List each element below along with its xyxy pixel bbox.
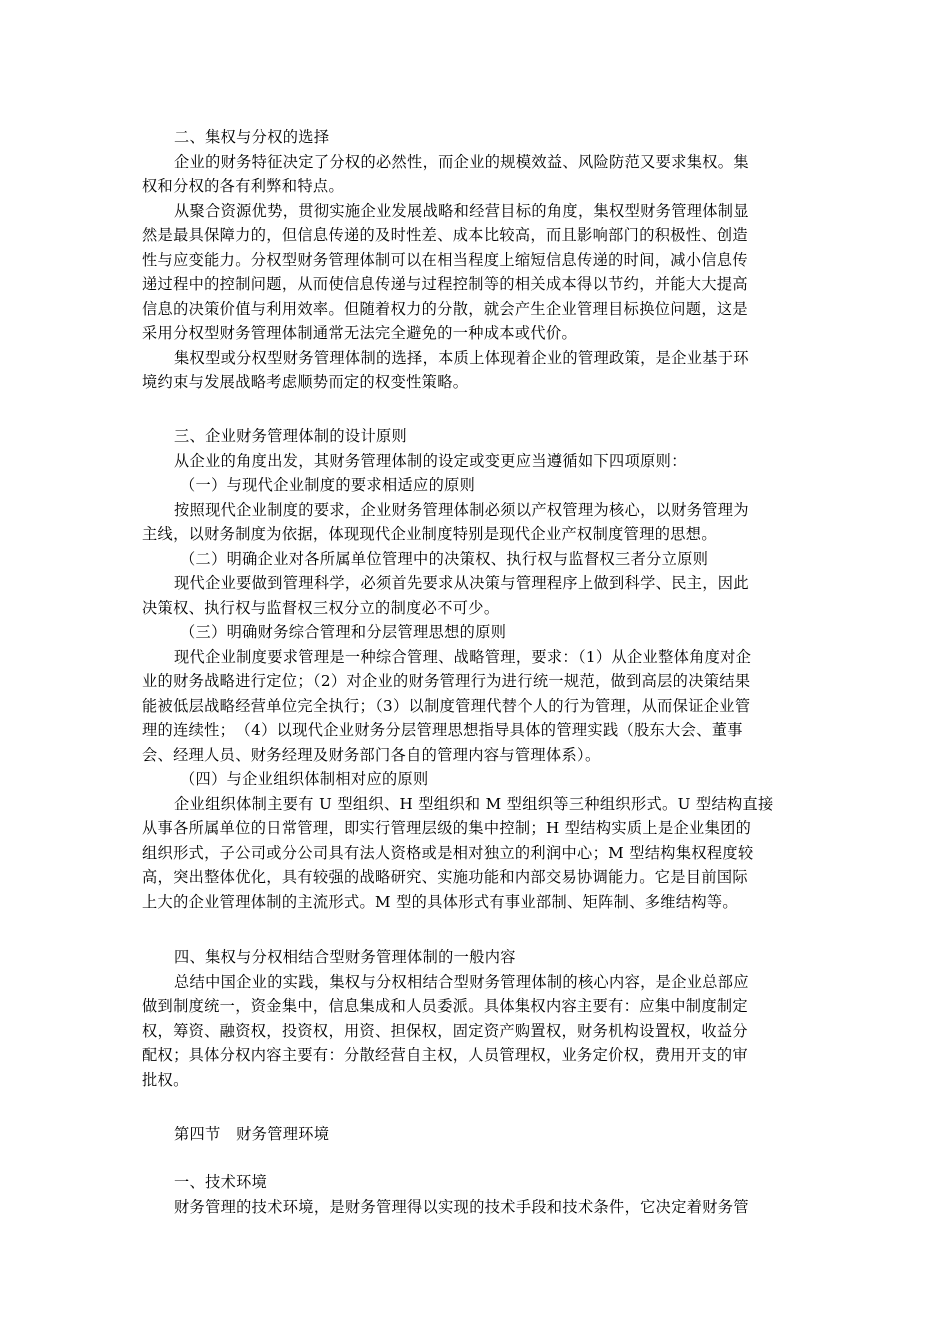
paragraph-line: 境约束与发展战略考虑顺势而定的权变性策略。	[142, 373, 469, 391]
paragraph-line: 做到制度统一，资金集中，信息集成和人员委派。具体集权内容主要有：应集中制度制定	[142, 997, 748, 1015]
paragraph-line: 递过程中的控制问题，从而使信息传递与过程控制等的相关成本得以节约，并能大大提高	[142, 275, 748, 293]
paragraph-line: 配权；具体分权内容主要有：分散经营自主权，人员管理权，业务定价权，费用开支的审	[142, 1046, 748, 1064]
section-principles	[142, 424, 810, 914]
chapter-title: 第四节 财务管理环境	[174, 1125, 330, 1143]
paragraph-line: 性与应变能力。分权型财务管理体制可以在相当程度上缩短信息传递的时间，减小信息传	[142, 250, 748, 269]
paragraph-line: 现代企业制度要求管理是一种综合管理、战略管理，要求：（1）从企业整体角度对企	[174, 647, 752, 666]
paragraph-line: 信息的决策价值与利用效率。但随着权力的分散，就会产生企业管理目标换位问题，这是	[142, 299, 748, 318]
paragraph-line: 理的连续性； （4）以现代企业财务分层管理思想指导具体的管理实践（股东大会、董事	[142, 721, 743, 739]
paragraph-line: 然是最具保障力的，但信息传递的及时性差、成本比较高，而且影响部门的积极性、创造	[142, 226, 748, 244]
subsection-title: （四）与企业组织体制相对应的原则	[180, 770, 429, 788]
paragraph-line: 现代企业要做到管理科学，必须首先要求从决策与管理程序上做到科学、民主，因此	[174, 574, 749, 592]
paragraph-line: 财务管理的技术环境，是财务管理得以实现的技术手段和技术条件，它决定着财务管	[174, 1197, 749, 1216]
paragraph-line: 会、经理人员、财务经理及财务部门各自的管理内容与管理体系）。	[142, 745, 601, 764]
paragraph-line: 组织形式，子公司或分公司具有法人资格或是相对独立的利润中心；M 型结构集权程度较	[142, 843, 754, 862]
paragraph-line: 决策权、执行权与监督权三权分立的制度必不可少。	[142, 598, 500, 617]
section-centralization	[142, 125, 810, 395]
paragraph-line: 批权。	[142, 1070, 189, 1089]
paragraph-line: 按照现代企业制度的要求，企业财务管理体制必须以产权管理为核心，以财务管理为	[174, 500, 749, 519]
paragraph-line: 从企业的角度出发，其财务管理体制的设定或变更应当遵循如下四项原则：	[174, 451, 687, 470]
subsection-title: （三）明确财务综合管理和分层管理思想的原则	[180, 623, 507, 641]
paragraph-line: 主线，以财务制度为依据，体现现代企业制度特别是现代企业产权制度管理的思想。	[142, 525, 717, 543]
paragraph-line: 高，突出整体优化，具有较强的战略研究、实施功能和内部交易协调能力。它是目前国际	[142, 868, 748, 886]
paragraph-line: 从事各所属单位的日常管理，即实行管理层级的集中控制；H 型结构实质上是企业集团的	[142, 819, 752, 837]
paragraph-line: 权，筹资、融资权，投资权，用资、担保权，固定资产购置权，财务机构设置权，收益分	[142, 1021, 748, 1040]
paragraph-line: 采用分权型财务管理体制通常无法完全避免的一种成本或代价。	[142, 324, 578, 342]
chapter-title-block	[142, 1122, 810, 1147]
paragraph-line: 总结中国企业的实践，集权与分权相结合型财务管理体制的核心内容，是企业总部应	[174, 972, 749, 991]
paragraph-line: 业的财务战略进行定位；（2）对企业的财务管理行为进行统一规范，做到高层的决策结果	[142, 672, 751, 690]
paragraph-line: 上大的企业管理体制的主流形式。M 型的具体形式有事业部制、矩阵制、多维结构等。	[142, 892, 738, 911]
paragraph-line: 能被低层战略经营单位完全执行；（3）以制度管理代替个人的行为管理，从而保证企业管	[142, 696, 751, 715]
paragraph-line: 企业组织体制主要有 U 型组织、H 型组织和 M 型组织等三种组织形式。U 型结构直接	[174, 794, 774, 813]
subsection-title: （一）与现代企业制度的要求相适应的原则	[180, 476, 476, 494]
paragraph-line: 集权型或分权型财务管理体制的选择，本质上体现着企业的管理政策，是企业基于环	[174, 348, 749, 367]
section-heading: 一、技术环境	[174, 1173, 268, 1191]
paragraph-line: 权和分权的各有利弊和特点。	[142, 177, 344, 195]
section-combined	[142, 945, 810, 1092]
subsection-title: （二）明确企业对各所属单位管理中的决策权、执行权与监督权三者分立原则	[180, 549, 709, 568]
section-heading: 三、企业财务管理体制的设计原则	[174, 427, 408, 445]
section-tech	[142, 1170, 810, 1219]
section-heading: 四、集权与分权相结合型财务管理体制的一般内容	[174, 948, 516, 966]
paragraph-line: 企业的财务特征决定了分权的必然性，而企业的规模效益、风险防范又要求集权。集	[174, 152, 749, 171]
section-heading: 二、集权与分权的选择	[174, 128, 330, 146]
paragraph-line: 从聚合资源优势，贯彻实施企业发展战略和经营目标的角度，集权型财务管理体制显	[174, 201, 749, 220]
